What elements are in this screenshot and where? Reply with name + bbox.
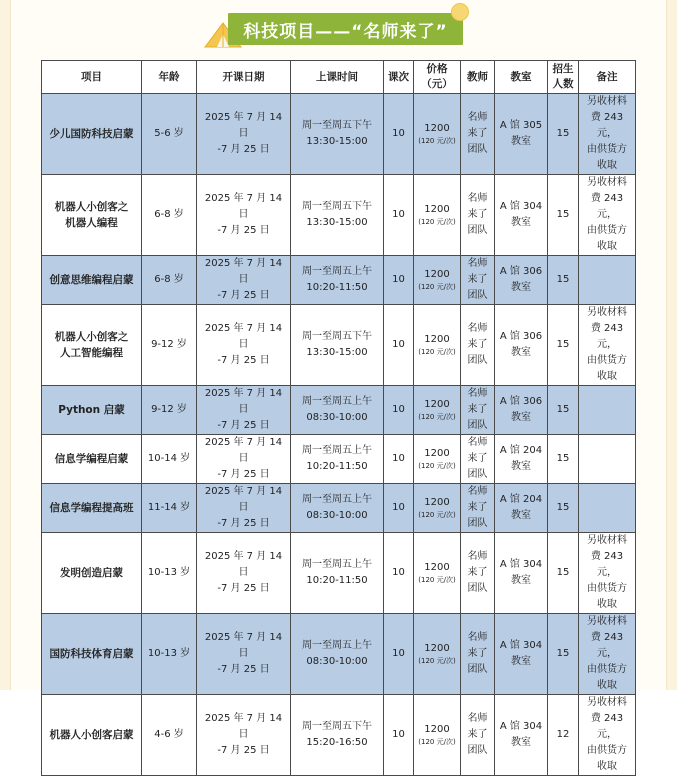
notes-cell <box>579 435 636 484</box>
price-value: 1200 <box>424 398 450 410</box>
age-cell: 6-8 岁 <box>142 175 197 256</box>
class-time-cell: 周一至周五上午 08:30-10:00 <box>291 614 384 695</box>
teacher-cell: 名师 来了 团队 <box>461 175 495 256</box>
notes-cell <box>579 484 636 533</box>
col-classroom-header: 教室 <box>495 61 548 94</box>
sessions-cell: 10 <box>384 695 414 776</box>
course-name-cell: 机器人小创客之 机器人编程 <box>42 175 142 256</box>
price-value: 1200 <box>424 723 450 735</box>
teacher-cell: 名师 来了 团队 <box>461 94 495 175</box>
age-cell: 9-12 岁 <box>142 386 197 435</box>
enrollment-cell: 15 <box>548 614 579 695</box>
class-time-cell: 周一至周五上午 08:30-10:00 <box>291 484 384 533</box>
notes-cell: 另收材料 费 243 元， 由供货方 收取 <box>579 533 636 614</box>
start-date-cell: 2025 年 7 月 14 日 -7 月 25 日 <box>197 484 291 533</box>
start-date-cell: 2025 年 7 月 14 日 -7 月 25 日 <box>197 94 291 175</box>
class-time-cell: 周一至周五上午 10:20-11:50 <box>291 435 384 484</box>
class-time-cell: 周一至周五下午 15:20-16:50 <box>291 695 384 776</box>
teacher-cell: 名师 来了 团队 <box>461 614 495 695</box>
table-header-row <box>42 61 636 94</box>
classroom-cell: A 馆 204 教室 <box>495 435 548 484</box>
age-cell: 4-6 岁 <box>142 695 197 776</box>
table-row <box>42 94 636 175</box>
classroom-cell: A 馆 304 教室 <box>495 614 548 695</box>
enrollment-cell: 15 <box>548 533 579 614</box>
enrollment-cell: 15 <box>548 256 579 305</box>
section-banner <box>228 13 463 45</box>
start-date-cell: 2025 年 7 月 14 日 -7 月 25 日 <box>197 256 291 305</box>
classroom-cell: A 馆 306 教室 <box>495 305 548 386</box>
page-title: 科技项目——“名师来了” <box>243 21 448 42</box>
col-notes-header: 备注 <box>579 61 636 94</box>
col-start-date-header: 开课日期 <box>197 61 291 94</box>
start-date-cell: 2025 年 7 月 14 日 -7 月 25 日 <box>197 175 291 256</box>
enrollment-cell: 12 <box>548 695 579 776</box>
course-name-cell: 国防科技体育启蒙 <box>42 614 142 695</box>
price-value: 1200 <box>424 268 450 280</box>
sessions-cell: 10 <box>384 94 414 175</box>
col-project-header: 项目 <box>42 61 142 94</box>
enrollment-cell: 15 <box>548 305 579 386</box>
sessions-cell: 10 <box>384 386 414 435</box>
course-name-cell: Python 启蒙 <box>42 386 142 435</box>
age-cell: 10-13 岁 <box>142 533 197 614</box>
age-cell: 9-12 岁 <box>142 305 197 386</box>
price-cell <box>414 484 461 533</box>
start-date-cell: 2025 年 7 月 14 日 -7 月 25 日 <box>197 614 291 695</box>
course-name-cell: 信息学编程提高班 <box>42 484 142 533</box>
notes-cell <box>579 386 636 435</box>
table-row <box>42 533 636 614</box>
age-cell: 11-14 岁 <box>142 484 197 533</box>
notes-cell: 另收材料 费 243 元， 由供货方 收取 <box>579 94 636 175</box>
course-name-cell: 信息学编程启蒙 <box>42 435 142 484</box>
price-per-session: (120 元/次) <box>418 217 456 226</box>
course-name-cell: 机器人小创客启蒙 <box>42 695 142 776</box>
price-cell <box>414 695 461 776</box>
sessions-cell: 10 <box>384 484 414 533</box>
sessions-cell: 10 <box>384 256 414 305</box>
sun-decoration-icon <box>451 3 469 21</box>
class-time-cell: 周一至周五上午 08:30-10:00 <box>291 386 384 435</box>
price-value: 1200 <box>424 642 450 654</box>
col-enrollment-header: 招生 人数 <box>548 61 579 94</box>
price-cell <box>414 175 461 256</box>
table-row <box>42 484 636 533</box>
table-body <box>42 94 636 776</box>
class-time-cell: 周一至周五下午 13:30-15:00 <box>291 175 384 256</box>
price-per-session: (120 元/次) <box>418 347 456 356</box>
price-per-session: (120 元/次) <box>418 136 456 145</box>
price-cell <box>414 614 461 695</box>
teacher-cell: 名师 来了 团队 <box>461 386 495 435</box>
price-cell <box>414 305 461 386</box>
notes-cell: 另收材料 费 243 元， 由供货方 收取 <box>579 614 636 695</box>
table-row <box>42 175 636 256</box>
price-per-session: (120 元/次) <box>418 737 456 746</box>
course-table <box>41 60 636 776</box>
classroom-cell: A 馆 204 教室 <box>495 484 548 533</box>
notes-cell: 另收材料 费 243 元， 由供货方 收取 <box>579 305 636 386</box>
table-row <box>42 256 636 305</box>
sessions-cell: 10 <box>384 435 414 484</box>
col-price-header: 价格 （元） <box>414 61 461 94</box>
price-cell <box>414 386 461 435</box>
start-date-cell: 2025 年 7 月 14 日 -7 月 25 日 <box>197 435 291 484</box>
sessions-cell: 10 <box>384 533 414 614</box>
table-row <box>42 614 636 695</box>
teacher-cell: 名师 来了 团队 <box>461 533 495 614</box>
start-date-cell: 2025 年 7 月 14 日 -7 月 25 日 <box>197 386 291 435</box>
price-value: 1200 <box>424 561 450 573</box>
age-cell: 6-8 岁 <box>142 256 197 305</box>
page-edge-right <box>666 0 677 690</box>
table-row <box>42 305 636 386</box>
start-date-cell: 2025 年 7 月 14 日 -7 月 25 日 <box>197 305 291 386</box>
price-per-session: (120 元/次) <box>418 282 456 291</box>
course-name-cell: 创意思维编程启蒙 <box>42 256 142 305</box>
col-teacher-header: 教师 <box>461 61 495 94</box>
course-name-cell: 少儿国防科技启蒙 <box>42 94 142 175</box>
enrollment-cell: 15 <box>548 484 579 533</box>
price-cell <box>414 435 461 484</box>
sessions-cell: 10 <box>384 614 414 695</box>
price-value: 1200 <box>424 122 450 134</box>
price-cell <box>414 533 461 614</box>
class-time-cell: 周一至周五下午 13:30-15:00 <box>291 94 384 175</box>
enrollment-cell: 15 <box>548 175 579 256</box>
age-cell: 10-13 岁 <box>142 614 197 695</box>
sessions-cell: 10 <box>384 305 414 386</box>
teacher-cell: 名师 来了 团队 <box>461 256 495 305</box>
price-value: 1200 <box>424 447 450 459</box>
teacher-cell: 名师 来了 团队 <box>461 305 495 386</box>
enrollment-cell: 15 <box>548 386 579 435</box>
price-value: 1200 <box>424 333 450 345</box>
teacher-cell: 名师 来了 团队 <box>461 484 495 533</box>
col-sessions-header: 课次 <box>384 61 414 94</box>
class-time-cell: 周一至周五上午 10:20-11:50 <box>291 533 384 614</box>
start-date-cell: 2025 年 7 月 14 日 -7 月 25 日 <box>197 695 291 776</box>
sessions-cell: 10 <box>384 175 414 256</box>
enrollment-cell: 15 <box>548 435 579 484</box>
age-cell: 5-6 岁 <box>142 94 197 175</box>
table-row <box>42 435 636 484</box>
price-value: 1200 <box>424 203 450 215</box>
price-per-session: (120 元/次) <box>418 412 456 421</box>
price-cell <box>414 94 461 175</box>
start-date-cell: 2025 年 7 月 14 日 -7 月 25 日 <box>197 533 291 614</box>
col-age-header: 年龄 <box>142 61 197 94</box>
enrollment-cell: 15 <box>548 94 579 175</box>
notes-cell: 另收材料 费 243 元， 由供货方 收取 <box>579 695 636 776</box>
table-row <box>42 386 636 435</box>
table-row <box>42 695 636 776</box>
course-name-cell: 发明创造启蒙 <box>42 533 142 614</box>
notes-cell <box>579 256 636 305</box>
course-name-cell: 机器人小创客之 人工智能编程 <box>42 305 142 386</box>
price-per-session: (120 元/次) <box>418 575 456 584</box>
page-edge-left <box>0 0 11 690</box>
classroom-cell: A 馆 306 教室 <box>495 386 548 435</box>
price-value: 1200 <box>424 496 450 508</box>
classroom-cell: A 馆 306 教室 <box>495 256 548 305</box>
teacher-cell: 名师 来了 团队 <box>461 695 495 776</box>
teacher-cell: 名师 来了 团队 <box>461 435 495 484</box>
price-cell <box>414 256 461 305</box>
classroom-cell: A 馆 305 教室 <box>495 94 548 175</box>
classroom-cell: A 馆 304 教室 <box>495 175 548 256</box>
class-time-cell: 周一至周五上午 10:20-11:50 <box>291 256 384 305</box>
price-per-session: (120 元/次) <box>418 461 456 470</box>
price-per-session: (120 元/次) <box>418 510 456 519</box>
classroom-cell: A 馆 304 教室 <box>495 695 548 776</box>
classroom-cell: A 馆 304 教室 <box>495 533 548 614</box>
col-class-time-header: 上课时间 <box>291 61 384 94</box>
price-per-session: (120 元/次) <box>418 656 456 665</box>
notes-cell: 另收材料 费 243 元， 由供货方 收取 <box>579 175 636 256</box>
class-time-cell: 周一至周五下午 13:30-15:00 <box>291 305 384 386</box>
age-cell: 10-14 岁 <box>142 435 197 484</box>
